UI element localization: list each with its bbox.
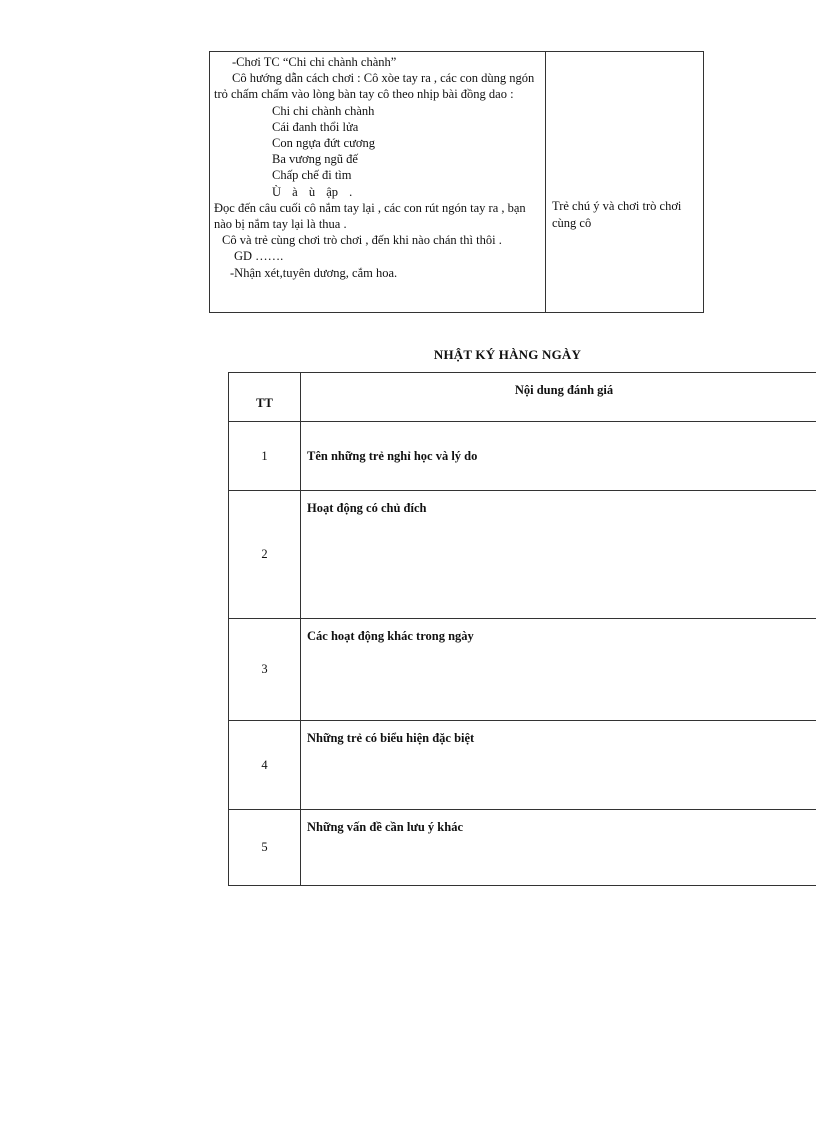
activity-line: GD ……. [234, 249, 284, 264]
activity-content-cell [210, 52, 546, 312]
activity-line: -Chơi TC “Chi chi chành chành” [232, 55, 397, 69]
poem-line: Ù à ù ập . [272, 184, 353, 199]
table-header-row [229, 373, 816, 422]
poem-line: Cái đanh thổi lửa [272, 119, 359, 134]
activity-line: Đọc đến câu cuối cô nắm tay lại , các con rút ngón tay ra , bạn nào bị nắm tay lại là thua . [214, 200, 526, 232]
activity-line: Cô hướng dẫn cách chơi : Cô xòe tay ra , các con dùng ngón trỏ chấm chấm vào lòng bàn tay cô theo nhịp bài đồng dao : [214, 71, 535, 102]
row-label: Những trẻ có biểu hiện đặc biệt [301, 721, 816, 810]
poem-line: Con ngựa đứt cương [272, 136, 375, 151]
poem-line: Chi chi chành chành [272, 103, 375, 118]
table-row [229, 491, 816, 619]
row-number: 2 [229, 491, 301, 619]
child-note-cell [546, 52, 703, 312]
row-label: Hoạt động có chủ đích [301, 491, 816, 619]
row-number: 3 [229, 619, 301, 721]
poem-line: Ba vương ngũ đế [272, 152, 358, 167]
child-note: Trẻ chú ý và chơi trò chơi cùng cô [552, 199, 682, 230]
row-label: Những vấn đề cần lưu ý khác [301, 810, 816, 886]
row-label: Các hoạt động khác trong ngày [301, 619, 816, 721]
table-row [229, 810, 816, 886]
diary-title: NHẬT KÝ HÀNG NGÀY [433, 347, 582, 362]
row-number: 1 [229, 422, 301, 491]
header-content: Nội dung đánh giá [301, 373, 816, 422]
activity-table [209, 51, 704, 313]
row-number: 5 [229, 810, 301, 886]
table-row [229, 422, 816, 491]
row-number: 4 [229, 721, 301, 810]
header-tt: TT [229, 373, 301, 422]
row-label: Tên những trẻ nghỉ học và lý do [301, 422, 816, 491]
diary-table [228, 372, 816, 887]
table-row [229, 619, 816, 721]
table-row [229, 721, 816, 810]
activity-line: Cô và trẻ cùng chơi trò chơi , đến khi nào chán thì thôi . [222, 233, 502, 248]
poem-line: Chấp chế đi tìm [272, 168, 352, 183]
activity-line: -Nhận xét,tuyên dương, cắm hoa. [230, 265, 398, 280]
